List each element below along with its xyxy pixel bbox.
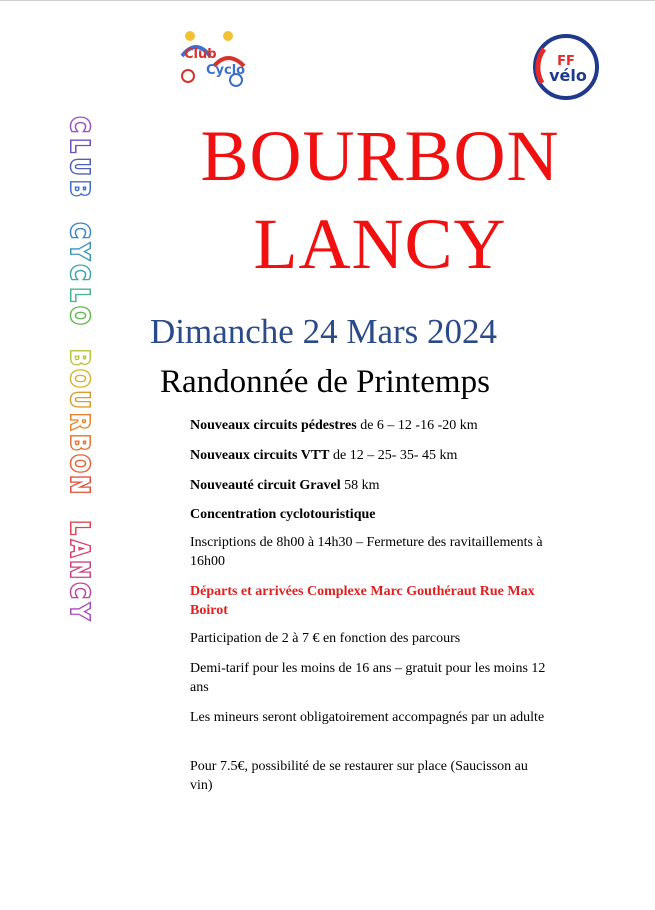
vertical-letter: A <box>65 540 95 557</box>
event-date: Dimanche 24 Mars 2024 <box>150 312 498 351</box>
info-item-highlight: Départs et arrivées Complexe Marc Gouthéraut Rue Max Boirot <box>190 584 535 618</box>
info-item <box>190 757 550 795</box>
vertical-letter: L <box>65 520 95 534</box>
vertical-letter: C <box>65 582 95 599</box>
vertical-letter: B <box>65 180 95 197</box>
vertical-letter: U <box>65 158 95 176</box>
event-subtitle: Randonnée de Printemps <box>160 364 490 400</box>
info-item-text: Les mineurs seront obligatoirement accompagnés par un adulte <box>190 710 545 725</box>
vertical-letter: Y <box>65 604 95 620</box>
info-item-text: Pour 7.5€, possibilité de se restaurer sur place (Saucisson au vin) <box>190 759 528 793</box>
vertical-letter: O <box>65 369 95 388</box>
title-line-2: LANCY <box>253 204 507 284</box>
info-item <box>190 533 550 571</box>
info-item-text: 58 km <box>340 478 380 493</box>
top-divider <box>0 0 655 1</box>
info-item-bold: Nouveaux circuits pédestres <box>190 418 357 433</box>
vertical-letter: B <box>65 434 95 451</box>
ffvelo-logo <box>530 33 602 101</box>
vertical-letter: N <box>65 560 95 579</box>
info-item-text: Participation de 2 à 7 € en fonction des parcours <box>190 631 461 646</box>
info-item-bold: Nouveaux circuits VTT <box>190 448 330 463</box>
vertical-letter: Y <box>65 244 95 260</box>
info-item <box>190 476 550 495</box>
club-cyclo-logo <box>176 28 252 92</box>
title-line-1: BOURBON <box>200 116 560 196</box>
info-item-text: Inscriptions de 8h00 à 14h30 – Fermeture des ravitaillements à 16h00 <box>190 535 543 569</box>
info-item <box>190 708 550 727</box>
vertical-letter: B <box>65 349 95 366</box>
vertical-letter: L <box>65 139 95 153</box>
vertical-letter: U <box>65 391 95 409</box>
vertical-letter: R <box>65 413 95 430</box>
vertical-club-name <box>45 114 115 623</box>
info-item-text: de 12 – 25- 35- 45 km <box>329 448 458 463</box>
vertical-letter: C <box>65 222 95 239</box>
club-logo-text-1: Club <box>184 47 217 62</box>
info-item-text: Demi-tarif pour les moins de 16 ans – gratuit pour les moins 12 ans <box>190 661 546 695</box>
info-item <box>190 446 550 465</box>
info-item <box>190 582 550 620</box>
vertical-letter: O <box>65 306 95 325</box>
vertical-letter: O <box>65 454 95 473</box>
vertical-letter: C <box>65 116 95 133</box>
vertical-letter: C <box>65 265 95 281</box>
info-item <box>190 505 550 524</box>
vertical-letter: N <box>65 475 95 494</box>
info-item <box>190 416 550 435</box>
info-item-bold: Nouveauté circuit Gravel <box>190 478 341 493</box>
ffvelo-text-2: vélo <box>549 66 587 85</box>
club-logo-text-2: Cyclo <box>206 63 246 78</box>
ffvelo-text-1: FF <box>557 54 575 69</box>
vertical-letter: L <box>65 287 95 301</box>
info-item <box>190 659 550 697</box>
info-item <box>190 629 550 648</box>
info-item-bold: Concentration cyclotouristique <box>190 507 376 522</box>
info-item-text: de 6 – 12 -16 -20 km <box>356 418 478 433</box>
